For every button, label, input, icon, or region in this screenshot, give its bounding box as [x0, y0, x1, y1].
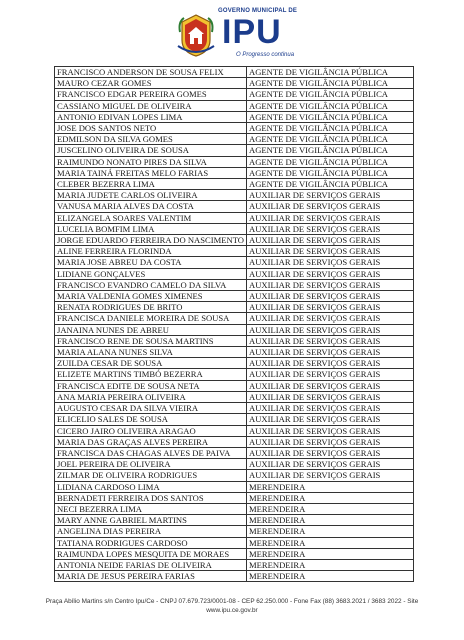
employee-role-cell: MERENDEIRA — [247, 537, 414, 548]
table-row — [55, 447, 414, 458]
page-footer — [0, 597, 464, 615]
employee-name-cell: ELIZETE MARTINS TIMBÓ BEZERRA — [55, 369, 247, 380]
employee-role-cell: AUXILIAR DE SERVIÇOS GERAIS — [247, 358, 414, 369]
table-row — [55, 212, 414, 223]
table-row — [55, 78, 414, 89]
employee-role-cell: AUXILIAR DE SERVIÇOS GERAIS — [247, 324, 414, 335]
employee-role-cell: AGENTE DE VIGILÂNCIA PÚBLICA — [247, 100, 414, 111]
employee-name-cell: ZILMAR DE OLIVEIRA RODRIGUES — [55, 470, 247, 481]
employee-name-cell: MARY ANNE GABRIEL MARTINS — [55, 515, 247, 526]
employee-name-cell: ALINE FERREIRA FLORINDA — [55, 246, 247, 257]
table-row — [55, 279, 414, 290]
employee-role-cell: AUXILIAR DE SERVIÇOS GERAIS — [247, 235, 414, 246]
table-row — [55, 425, 414, 436]
table-row — [55, 537, 414, 548]
table-row — [55, 100, 414, 111]
government-label: GOVERNO MUNICIPAL DE — [218, 8, 298, 14]
employee-role-cell: AUXILIAR DE SERVIÇOS GERAIS — [247, 291, 414, 302]
table-row — [55, 335, 414, 346]
table-row — [55, 111, 414, 122]
table-row — [55, 481, 414, 492]
employee-name-cell: FRANCISCA DAS CHAGAS ALVES DE PAIVA — [55, 447, 247, 458]
employee-role-cell: MERENDEIRA — [247, 526, 414, 537]
employee-name-cell: RAIMUNDA LOPES MESQUITA DE MORAES — [55, 548, 247, 559]
employee-role-cell: AGENTE DE VIGILÂNCIA PÚBLICA — [247, 123, 414, 134]
employee-name-cell: MARIA DAS GRAÇAS ALVES PEREIRA — [55, 436, 247, 447]
table-row — [55, 515, 414, 526]
table-row — [55, 369, 414, 380]
employee-role-cell: AGENTE DE VIGILÂNCIA PÚBLICA — [247, 89, 414, 100]
employee-name-cell: VANUSA MARIA ALVES DA COSTA — [55, 201, 247, 212]
footer-website: www.ipu.ce.gov.br — [206, 607, 258, 614]
employee-role-cell: AUXILIAR DE SERVIÇOS GERAIS — [247, 279, 414, 290]
table-row — [55, 291, 414, 302]
table-row — [55, 179, 414, 190]
employee-name-cell: RENATA RODRIGUES DE BRITO — [55, 302, 247, 313]
table-row — [55, 548, 414, 559]
employee-name-cell: FRANCISCO ANDERSON DE SOUSA FELIX — [55, 67, 247, 78]
employee-role-cell: AUXILIAR DE SERVIÇOS GERAIS — [247, 447, 414, 458]
employee-name-cell: BERNADETI FERREIRA DOS SANTOS — [55, 492, 247, 503]
table-row — [55, 167, 414, 178]
employee-name-cell: MARIA DE JESUS PEREIRA FARIAS — [55, 571, 247, 582]
table-row — [55, 145, 414, 156]
employee-role-cell: MERENDEIRA — [247, 503, 414, 514]
employee-name-cell: CASSIANO MIGUEL DE OLIVEIRA — [55, 100, 247, 111]
employee-name-cell: LIDIANA CARDOSO LIMA — [55, 481, 247, 492]
employee-role-cell: AUXILIAR DE SERVIÇOS GERAIS — [247, 246, 414, 257]
employee-role-cell: AUXILIAR DE SERVIÇOS GERAIS — [247, 335, 414, 346]
employee-name-cell: MARIA ALANA NUNES SILVA — [55, 347, 247, 358]
employee-name-cell: ANTONIO EDIVAN LOPES LIMA — [55, 111, 247, 122]
employee-role-cell: MERENDEIRA — [247, 492, 414, 503]
employee-name-cell: JOEL PEREIRA DE OLIVEIRA — [55, 459, 247, 470]
table-row — [55, 347, 414, 358]
employee-name-cell: ANA MARIA PEREIRA OLIVEIRA — [55, 391, 247, 402]
employee-name-cell: TATIANA RODRIGUES CARDOSO — [55, 537, 247, 548]
table-row — [55, 235, 414, 246]
employee-role-cell: AUXILIAR DE SERVIÇOS GERAIS — [247, 302, 414, 313]
employee-name-cell: ELIZANGELA SOARES VALENTIM — [55, 212, 247, 223]
employee-name-cell: CICERO JAIRO OLIVEIRA ARAGAO — [55, 425, 247, 436]
employee-name-cell: RAIMUNDO NONATO PIRES DA SILVA — [55, 156, 247, 167]
table-row — [55, 223, 414, 234]
table-row — [55, 470, 414, 481]
table-row — [55, 436, 414, 447]
table-row — [55, 414, 414, 425]
table-row — [55, 190, 414, 201]
employee-role-cell: AUXILIAR DE SERVIÇOS GERAIS — [247, 223, 414, 234]
employee-role-cell: AUXILIAR DE SERVIÇOS GERAIS — [247, 391, 414, 402]
municipal-logo — [176, 8, 300, 62]
employee-role-cell: AUXILIAR DE SERVIÇOS GERAIS — [247, 414, 414, 425]
employee-role-cell: AUXILIAR DE SERVIÇOS GERAIS — [247, 313, 414, 324]
employee-role-cell: AUXILIAR DE SERVIÇOS GERAIS — [247, 470, 414, 481]
employee-name-cell: JOSE DOS SANTOS NETO — [55, 123, 247, 134]
employee-name-cell: MARIA TAINÁ FREITAS MELO FARIAS — [55, 167, 247, 178]
table-row — [55, 358, 414, 369]
table-row — [55, 492, 414, 503]
page-header — [0, 0, 464, 66]
employee-role-cell: MERENDEIRA — [247, 571, 414, 582]
employee-role-cell: AGENTE DE VIGILÂNCIA PÚBLICA — [247, 145, 414, 156]
employee-name-cell: ZUILDA CESAR DE SOUSA — [55, 358, 247, 369]
employee-name-cell: ANGELINA DIAS PEREIRA — [55, 526, 247, 537]
table-row — [55, 89, 414, 100]
employee-role-cell: AUXILIAR DE SERVIÇOS GERAIS — [247, 268, 414, 279]
employee-name-cell: LUCELIA BOMFIM LIMA — [55, 223, 247, 234]
table-row — [55, 313, 414, 324]
table-row — [55, 156, 414, 167]
employee-role-cell: AUXILIAR DE SERVIÇOS GERAIS — [247, 201, 414, 212]
employee-role-cell: AUXILIAR DE SERVIÇOS GERAIS — [247, 212, 414, 223]
city-name: IPU — [222, 13, 282, 51]
table-row — [55, 380, 414, 391]
employee-role-cell: MERENDEIRA — [247, 515, 414, 526]
employee-name-cell: JORGE EDUARDO FERREIRA DO NASCIMENTO — [55, 235, 247, 246]
table-row — [55, 559, 414, 570]
employee-role-cell: AUXILIAR DE SERVIÇOS GERAIS — [247, 190, 414, 201]
employee-name-cell: FRANCISCA DANIELE MOREIRA DE SOUSA — [55, 313, 247, 324]
table-row — [55, 459, 414, 470]
table-row — [55, 302, 414, 313]
employee-role-cell: AGENTE DE VIGILÂNCIA PÚBLICA — [247, 67, 414, 78]
coat-of-arms-icon — [176, 12, 216, 58]
table-row — [55, 134, 414, 145]
employee-name-cell: CLEBER BEZERRA LIMA — [55, 179, 247, 190]
table-row — [55, 403, 414, 414]
employee-role-cell: AGENTE DE VIGILÂNCIA PÚBLICA — [247, 167, 414, 178]
employee-name-cell: EDMILSON DA SILVA GOMES — [55, 134, 247, 145]
employee-name-cell: MAURO CEZAR GOMES — [55, 78, 247, 89]
employee-name-cell: MARIA JUDETE CARLOS OLIVEIRA — [55, 190, 247, 201]
employee-name-cell: MARIA VALDENIA GOMES XIMENES — [55, 291, 247, 302]
employee-role-cell: AUXILIAR DE SERVIÇOS GERAIS — [247, 436, 414, 447]
employee-role-cell: AGENTE DE VIGILÂNCIA PÚBLICA — [247, 179, 414, 190]
employee-role-cell: AGENTE DE VIGILÂNCIA PÚBLICA — [247, 156, 414, 167]
footer-address: Praça Abílio Martins s/n Centro Ipu/Ce - CNPJ 07.679.723/0001-08 - CEP 62.250.000 - Fone Fax (88) 3683.2021 / 3683 2022 - Site — [45, 598, 419, 605]
employee-role-cell: AUXILIAR DE SERVIÇOS GERAIS — [247, 403, 414, 414]
table-row — [55, 123, 414, 134]
employee-name-cell: JUSCELINO OLIVEIRA DE SOUSA — [55, 145, 247, 156]
employee-role-cell: AUXILIAR DE SERVIÇOS GERAIS — [247, 425, 414, 436]
table-row — [55, 201, 414, 212]
employee-role-cell: MERENDEIRA — [247, 559, 414, 570]
table-row — [55, 324, 414, 335]
employee-role-cell: MERENDEIRA — [247, 548, 414, 559]
employee-name-cell: AUGUSTO CESAR DA SILVA VIEIRA — [55, 403, 247, 414]
employee-name-cell: ANTONIA NEIDE FARIAS DE OLIVEIRA — [55, 559, 247, 570]
employee-role-cell: AUXILIAR DE SERVIÇOS GERAIS — [247, 459, 414, 470]
employee-name-cell: MARIA JOSE ABREU DA COSTA — [55, 257, 247, 268]
employee-name-cell: ELICELIO SALES DE SOUSA — [55, 414, 247, 425]
tagline: O Progresso continua — [236, 52, 295, 58]
table-row — [55, 526, 414, 537]
staff-table — [54, 66, 414, 582]
table-row — [55, 503, 414, 514]
employee-role-cell: AUXILIAR DE SERVIÇOS GERAIS — [247, 347, 414, 358]
employee-role-cell: AGENTE DE VIGILÂNCIA PÚBLICA — [247, 111, 414, 122]
employee-role-cell: AUXILIAR DE SERVIÇOS GERAIS — [247, 369, 414, 380]
employee-role-cell: AUXILIAR DE SERVIÇOS GERAIS — [247, 380, 414, 391]
employee-name-cell: JANAINA NUNES DE ABREU — [55, 324, 247, 335]
table-row — [55, 246, 414, 257]
staff-table-body — [55, 67, 414, 582]
table-row — [55, 268, 414, 279]
employee-role-cell: AGENTE DE VIGILÂNCIA PÚBLICA — [247, 78, 414, 89]
employee-name-cell: FRANCISCO EDGAR PEREIRA GOMES — [55, 89, 247, 100]
employee-role-cell: AGENTE DE VIGILÂNCIA PÚBLICA — [247, 134, 414, 145]
employee-role-cell: MERENDEIRA — [247, 481, 414, 492]
table-row — [55, 571, 414, 582]
table-row — [55, 257, 414, 268]
table-row — [55, 67, 414, 78]
employee-name-cell: FRANCISCA EDITE DE SOUSA NETA — [55, 380, 247, 391]
table-row — [55, 391, 414, 402]
employee-name-cell: FRANCISCO RENE DE SOUSA MARTINS — [55, 335, 247, 346]
employee-role-cell: AUXILIAR DE SERVIÇOS GERAIS — [247, 257, 414, 268]
employee-name-cell: FRANCISCO EVANDRO CAMELO DA SILVA — [55, 279, 247, 290]
employee-name-cell: NECI BEZERRA LIMA — [55, 503, 247, 514]
employee-name-cell: LIDIANE GONÇALVES — [55, 268, 247, 279]
